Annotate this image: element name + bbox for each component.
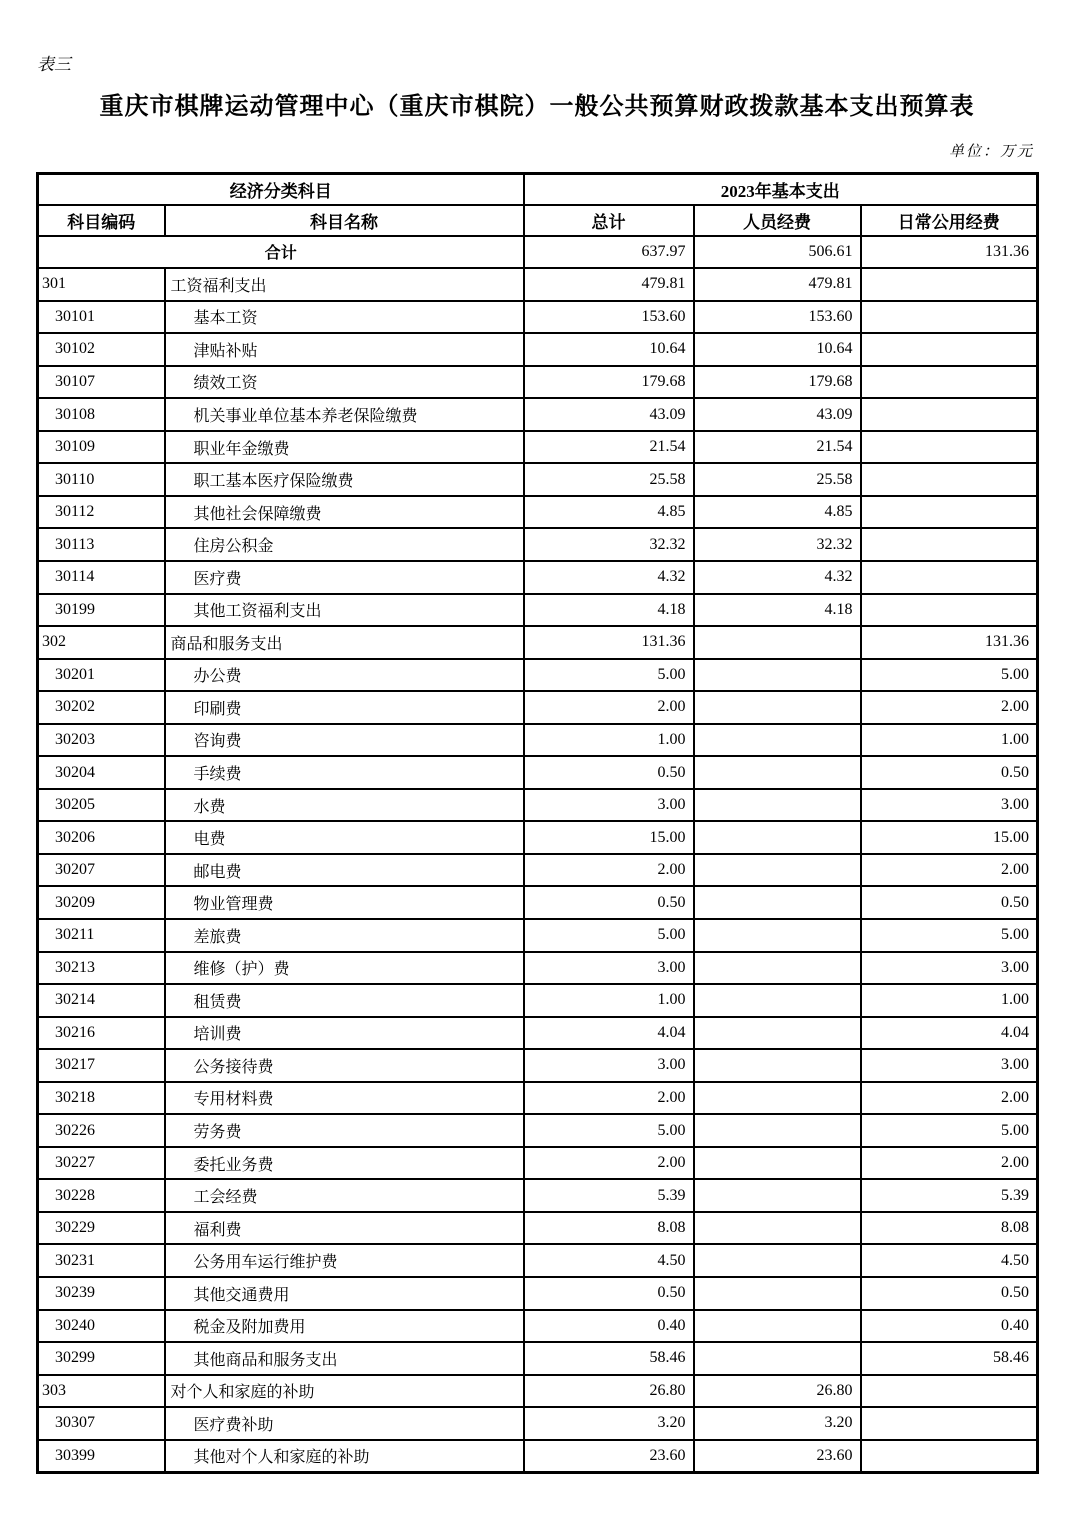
cell-subject-code: 30214	[38, 984, 165, 1017]
cell-subject-name: 电费	[165, 821, 524, 854]
cell-subject-name: 住房公积金	[165, 528, 524, 561]
cell-subject-code: 30206	[38, 821, 165, 854]
header-daily-public-funds: 日常公用经费	[861, 205, 1038, 236]
cell-total: 4.50	[524, 1244, 694, 1277]
cell-total: 58.46	[524, 1342, 694, 1375]
cell-daily	[861, 431, 1038, 464]
table-row	[38, 496, 1038, 529]
cell-subject-name: 物业管理费	[165, 886, 524, 919]
cell-personnel: 3.20	[694, 1407, 861, 1440]
cell-subject-name: 手续费	[165, 756, 524, 789]
cell-total: 1.00	[524, 984, 694, 1017]
cell-personnel: 25.58	[694, 463, 861, 496]
cell-subject-code: 30112	[38, 496, 165, 529]
table-row	[38, 1179, 1038, 1212]
cell-subject-name: 培训费	[165, 1017, 524, 1050]
cell-subject-code: 30226	[38, 1114, 165, 1147]
cell-daily: 58.46	[861, 1342, 1038, 1375]
cell-daily	[861, 1440, 1038, 1473]
cell-subject-name: 水费	[165, 789, 524, 822]
budget-table	[36, 172, 1039, 1474]
cell-total: 2.00	[524, 1082, 694, 1115]
cell-subject-name: 印刷费	[165, 691, 524, 724]
cell-total: 1.00	[524, 724, 694, 757]
cell-daily: 0.50	[861, 756, 1038, 789]
cell-personnel: 26.80	[694, 1375, 861, 1408]
cell-total: 2.00	[524, 691, 694, 724]
total-cell-personnel: 506.61	[694, 236, 861, 269]
cell-subject-name: 基本工资	[165, 301, 524, 334]
cell-personnel	[694, 659, 861, 692]
cell-total: 3.20	[524, 1407, 694, 1440]
cell-total: 5.00	[524, 1114, 694, 1147]
cell-subject-name: 职工基本医疗保险缴费	[165, 463, 524, 496]
cell-subject-name: 对个人和家庭的补助	[165, 1375, 524, 1408]
table-number-label: 表三	[37, 55, 71, 74]
cell-subject-code: 30399	[38, 1440, 165, 1473]
cell-personnel	[694, 691, 861, 724]
cell-subject-name: 差旅费	[165, 919, 524, 952]
cell-personnel	[694, 789, 861, 822]
cell-subject-name: 委托业务费	[165, 1147, 524, 1180]
table-row	[38, 528, 1038, 561]
table-row	[38, 1407, 1038, 1440]
cell-total: 21.54	[524, 431, 694, 464]
cell-total: 3.00	[524, 952, 694, 985]
cell-total: 25.58	[524, 463, 694, 496]
table-body	[38, 236, 1038, 1473]
cell-subject-name: 公务接待费	[165, 1049, 524, 1082]
cell-subject-code: 30205	[38, 789, 165, 822]
cell-subject-code: 30211	[38, 919, 165, 952]
cell-subject-name: 其他工资福利支出	[165, 594, 524, 627]
cell-subject-code: 30107	[38, 366, 165, 399]
cell-total: 5.00	[524, 659, 694, 692]
cell-total: 0.40	[524, 1310, 694, 1343]
table-row	[38, 333, 1038, 366]
cell-subject-name: 商品和服务支出	[165, 626, 524, 659]
cell-daily	[861, 463, 1038, 496]
table-row	[38, 398, 1038, 431]
table-row	[38, 756, 1038, 789]
header-subject-code: 科目编码	[38, 205, 165, 236]
cell-subject-code: 30216	[38, 1017, 165, 1050]
cell-total: 0.50	[524, 886, 694, 919]
header-economic-classification: 经济分类科目	[38, 174, 524, 205]
cell-total: 15.00	[524, 821, 694, 854]
table-row	[38, 1049, 1038, 1082]
table-row	[38, 1147, 1038, 1180]
cell-daily: 5.00	[861, 1114, 1038, 1147]
cell-subject-code: 30102	[38, 333, 165, 366]
cell-total: 131.36	[524, 626, 694, 659]
cell-subject-name: 职业年金缴费	[165, 431, 524, 464]
cell-daily: 0.50	[861, 886, 1038, 919]
cell-daily: 3.00	[861, 952, 1038, 985]
table-row	[38, 594, 1038, 627]
cell-total: 32.32	[524, 528, 694, 561]
cell-personnel	[694, 854, 861, 887]
cell-subject-code: 30228	[38, 1179, 165, 1212]
table-row	[38, 854, 1038, 887]
cell-total: 179.68	[524, 366, 694, 399]
header-columns-row	[38, 205, 1038, 236]
cell-subject-name: 其他对个人和家庭的补助	[165, 1440, 524, 1473]
cell-daily: 0.40	[861, 1310, 1038, 1343]
cell-subject-code: 30207	[38, 854, 165, 887]
cell-subject-code: 30213	[38, 952, 165, 985]
cell-total: 3.00	[524, 1049, 694, 1082]
cell-subject-code: 303	[38, 1375, 165, 1408]
cell-total: 3.00	[524, 789, 694, 822]
cell-daily	[861, 1407, 1038, 1440]
cell-personnel: 10.64	[694, 333, 861, 366]
cell-personnel	[694, 886, 861, 919]
cell-subject-code: 30217	[38, 1049, 165, 1082]
table-row	[38, 268, 1038, 301]
cell-subject-name: 工会经费	[165, 1179, 524, 1212]
cell-subject-name: 医疗费	[165, 561, 524, 594]
cell-daily: 4.50	[861, 1244, 1038, 1277]
cell-personnel: 4.18	[694, 594, 861, 627]
cell-personnel: 479.81	[694, 268, 861, 301]
cell-total: 23.60	[524, 1440, 694, 1473]
cell-subject-code: 30110	[38, 463, 165, 496]
cell-subject-name: 维修（护）费	[165, 952, 524, 985]
cell-daily	[861, 496, 1038, 529]
cell-subject-name: 绩效工资	[165, 366, 524, 399]
header-personnel-funds: 人员经费	[694, 205, 861, 236]
page-title: 重庆市棋牌运动管理中心（重庆市棋院）一般公共预算财政拨款基本支出预算表	[99, 94, 975, 120]
cell-total: 5.00	[524, 919, 694, 952]
cell-subject-name: 咨询费	[165, 724, 524, 757]
total-cell-total: 637.97	[524, 236, 694, 269]
table-row	[38, 1440, 1038, 1473]
table-row	[38, 1082, 1038, 1115]
cell-personnel	[694, 1277, 861, 1310]
table-header	[38, 174, 1038, 236]
cell-total: 0.50	[524, 1277, 694, 1310]
cell-subject-code: 30227	[38, 1147, 165, 1180]
table-row	[38, 886, 1038, 919]
table-row	[38, 691, 1038, 724]
cell-subject-name: 机关事业单位基本养老保险缴费	[165, 398, 524, 431]
cell-personnel	[694, 1082, 861, 1115]
cell-personnel: 32.32	[694, 528, 861, 561]
cell-subject-code: 30109	[38, 431, 165, 464]
cell-daily	[861, 1375, 1038, 1408]
table-row	[38, 366, 1038, 399]
cell-personnel	[694, 1017, 861, 1050]
cell-daily: 131.36	[861, 626, 1038, 659]
cell-personnel	[694, 1212, 861, 1245]
cell-subject-code: 302	[38, 626, 165, 659]
cell-subject-code: 301	[38, 268, 165, 301]
cell-subject-name: 医疗费补助	[165, 1407, 524, 1440]
cell-subject-code: 30203	[38, 724, 165, 757]
cell-personnel: 179.68	[694, 366, 861, 399]
cell-subject-code: 30299	[38, 1342, 165, 1375]
cell-total: 4.04	[524, 1017, 694, 1050]
cell-subject-name: 税金及附加费用	[165, 1310, 524, 1343]
table-row	[38, 1375, 1038, 1408]
cell-subject-name: 其他交通费用	[165, 1277, 524, 1310]
table-row	[38, 1310, 1038, 1343]
header-2023-basic-expenditure: 2023年基本支出	[524, 174, 1038, 205]
cell-subject-name: 工资福利支出	[165, 268, 524, 301]
cell-daily	[861, 528, 1038, 561]
cell-personnel	[694, 1310, 861, 1343]
table-row	[38, 659, 1038, 692]
table-row	[38, 1277, 1038, 1310]
cell-daily: 2.00	[861, 854, 1038, 887]
cell-personnel: 43.09	[694, 398, 861, 431]
cell-personnel: 23.60	[694, 1440, 861, 1473]
cell-subject-code: 30114	[38, 561, 165, 594]
cell-daily: 2.00	[861, 691, 1038, 724]
cell-subject-code: 30199	[38, 594, 165, 627]
cell-personnel	[694, 1244, 861, 1277]
cell-daily: 4.04	[861, 1017, 1038, 1050]
cell-subject-name: 租赁费	[165, 984, 524, 1017]
cell-subject-name: 邮电费	[165, 854, 524, 887]
cell-daily: 2.00	[861, 1147, 1038, 1180]
cell-subject-code: 30108	[38, 398, 165, 431]
cell-daily: 2.00	[861, 1082, 1038, 1115]
table-row	[38, 821, 1038, 854]
cell-daily	[861, 594, 1038, 627]
cell-subject-name: 其他社会保障缴费	[165, 496, 524, 529]
table-row	[38, 561, 1038, 594]
cell-total: 5.39	[524, 1179, 694, 1212]
cell-daily: 0.50	[861, 1277, 1038, 1310]
cell-daily	[861, 301, 1038, 334]
cell-personnel: 4.32	[694, 561, 861, 594]
cell-daily: 15.00	[861, 821, 1038, 854]
cell-subject-code: 30101	[38, 301, 165, 334]
header-total: 总计	[524, 205, 694, 236]
table-row	[38, 789, 1038, 822]
cell-total: 153.60	[524, 301, 694, 334]
cell-subject-code: 30239	[38, 1277, 165, 1310]
header-group-row	[38, 174, 1038, 205]
cell-personnel: 21.54	[694, 431, 861, 464]
table-row	[38, 1114, 1038, 1147]
table-row	[38, 1342, 1038, 1375]
cell-total: 8.08	[524, 1212, 694, 1245]
cell-subject-code: 30229	[38, 1212, 165, 1245]
cell-personnel	[694, 1049, 861, 1082]
cell-personnel	[694, 626, 861, 659]
cell-subject-code: 30209	[38, 886, 165, 919]
cell-subject-code: 30240	[38, 1310, 165, 1343]
table-row	[38, 626, 1038, 659]
cell-subject-code: 30202	[38, 691, 165, 724]
cell-subject-name: 其他商品和服务支出	[165, 1342, 524, 1375]
cell-daily: 3.00	[861, 789, 1038, 822]
cell-subject-name: 办公费	[165, 659, 524, 692]
cell-total: 43.09	[524, 398, 694, 431]
cell-daily: 1.00	[861, 724, 1038, 757]
cell-subject-code: 30218	[38, 1082, 165, 1115]
cell-total: 479.81	[524, 268, 694, 301]
cell-daily: 5.39	[861, 1179, 1038, 1212]
cell-total: 4.85	[524, 496, 694, 529]
cell-daily: 5.00	[861, 659, 1038, 692]
table-row	[38, 952, 1038, 985]
cell-subject-code: 30204	[38, 756, 165, 789]
cell-subject-code: 30113	[38, 528, 165, 561]
cell-personnel: 153.60	[694, 301, 861, 334]
cell-subject-name: 津贴补贴	[165, 333, 524, 366]
total-cell-daily: 131.36	[861, 236, 1038, 269]
cell-daily	[861, 333, 1038, 366]
header-subject-name: 科目名称	[165, 205, 524, 236]
cell-personnel	[694, 821, 861, 854]
cell-personnel	[694, 1179, 861, 1212]
cell-total: 2.00	[524, 1147, 694, 1180]
cell-subject-code: 30201	[38, 659, 165, 692]
table-row	[38, 1017, 1038, 1050]
cell-personnel	[694, 1114, 861, 1147]
cell-personnel	[694, 1342, 861, 1375]
table-row	[38, 1212, 1038, 1245]
cell-daily	[861, 366, 1038, 399]
table-row	[38, 919, 1038, 952]
cell-subject-code: 30307	[38, 1407, 165, 1440]
cell-total: 2.00	[524, 854, 694, 887]
cell-personnel	[694, 919, 861, 952]
cell-personnel	[694, 756, 861, 789]
total-row-label: 合计	[38, 236, 524, 269]
table-row	[38, 463, 1038, 496]
total-row	[38, 236, 1038, 269]
cell-personnel	[694, 984, 861, 1017]
cell-personnel: 4.85	[694, 496, 861, 529]
cell-personnel	[694, 1147, 861, 1180]
cell-total: 0.50	[524, 756, 694, 789]
cell-subject-name: 公务用车运行维护费	[165, 1244, 524, 1277]
cell-daily	[861, 398, 1038, 431]
cell-daily: 1.00	[861, 984, 1038, 1017]
cell-personnel	[694, 724, 861, 757]
table-row	[38, 1244, 1038, 1277]
cell-personnel	[694, 952, 861, 985]
cell-daily	[861, 268, 1038, 301]
table-row	[38, 431, 1038, 464]
cell-daily: 8.08	[861, 1212, 1038, 1245]
unit-note: 单位：万元	[948, 144, 1034, 160]
cell-subject-name: 劳务费	[165, 1114, 524, 1147]
cell-total: 4.32	[524, 561, 694, 594]
cell-subject-name: 福利费	[165, 1212, 524, 1245]
cell-subject-code: 30231	[38, 1244, 165, 1277]
cell-total: 26.80	[524, 1375, 694, 1408]
cell-daily: 3.00	[861, 1049, 1038, 1082]
table-row	[38, 724, 1038, 757]
cell-daily: 5.00	[861, 919, 1038, 952]
cell-total: 10.64	[524, 333, 694, 366]
cell-daily	[861, 561, 1038, 594]
cell-subject-name: 专用材料费	[165, 1082, 524, 1115]
cell-total: 4.18	[524, 594, 694, 627]
table-row	[38, 301, 1038, 334]
table-row	[38, 984, 1038, 1017]
